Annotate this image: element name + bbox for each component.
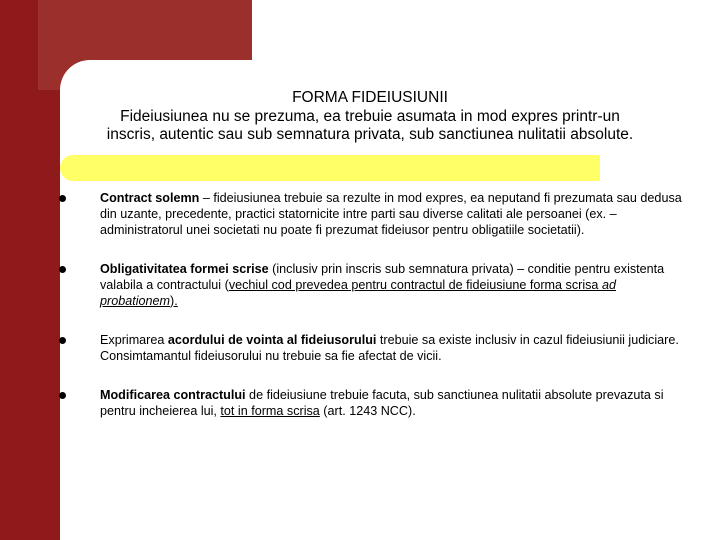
bullet-2-underlined-end: ). bbox=[170, 294, 178, 308]
bullet-3-pre: Exprimarea bbox=[100, 333, 168, 347]
bullet-dot bbox=[59, 392, 66, 399]
bullet-1-bold: Contract solemn bbox=[100, 191, 200, 205]
bullet-4-text: de fideiusiune trebuie facuta, sub sanctiunea nulitatii absolute prevazuta si pentru incheierea lui, bbox=[100, 388, 664, 418]
bullet-item-contract-solemn bbox=[60, 190, 690, 238]
title-line-2: inscris, autentic sau sub semnatura privata, sub sanctiunea nulitatii absolute. bbox=[106, 126, 634, 143]
bullet-3-text: trebuie sa existe inclusiv in cazul fideiusiunii judiciare. Consimtamantul fideiusorului nu trebuie sa fie afectat de vicii. bbox=[100, 333, 679, 363]
bullet-3-bold: acordului de vointa al fideiusorului bbox=[167, 333, 377, 347]
title-heading: FORMA FIDEIUSIUNII bbox=[292, 89, 448, 106]
bullet-2-text: (inclusiv prin inscris sub semnatura privata) – conditie pentru existenta valabila a contractului ( bbox=[100, 262, 665, 292]
bullet-item-modificarea bbox=[60, 387, 690, 419]
bullet-2-bold: Obligativitatea formei scrise bbox=[100, 262, 269, 276]
bullet-4-text-end: (art. 1243 NCC). bbox=[319, 404, 416, 418]
slide-title bbox=[60, 89, 680, 145]
bullet-4-underlined: tot in forma scrisa bbox=[220, 404, 320, 418]
title-line-1: Fideiusiunea nu se prezuma, ea trebuie asumata in mod expres printr-un bbox=[120, 107, 620, 125]
bullet-dot bbox=[59, 337, 66, 344]
bullet-item-acord-vointa bbox=[60, 332, 690, 364]
bullet-4-bold: Modificarea contractului bbox=[100, 388, 246, 402]
bullet-2-underlined: vechiul cod prevedea pentru contractul de fideiusiune forma scrisa bbox=[228, 278, 602, 292]
bullet-list bbox=[60, 190, 690, 419]
bullet-1-text: – fideiusiunea trebuie sa rezulte in mod expres, ea neputand fi prezumata sau dedusa din uzante, precedente, practici statornicite intre parti sau diverse calitati ale persoanei (ex. – administratorul unei societati nu poate fi prezumat fideiusor pentru obligatiile societatii). bbox=[100, 191, 682, 237]
bullet-dot bbox=[59, 266, 66, 273]
highlight-bar bbox=[60, 155, 600, 181]
bullet-item-forma-scrisa bbox=[60, 261, 690, 309]
bullet-2-underlined-italic: ad probationem bbox=[100, 278, 616, 308]
bullet-dot bbox=[59, 195, 66, 202]
